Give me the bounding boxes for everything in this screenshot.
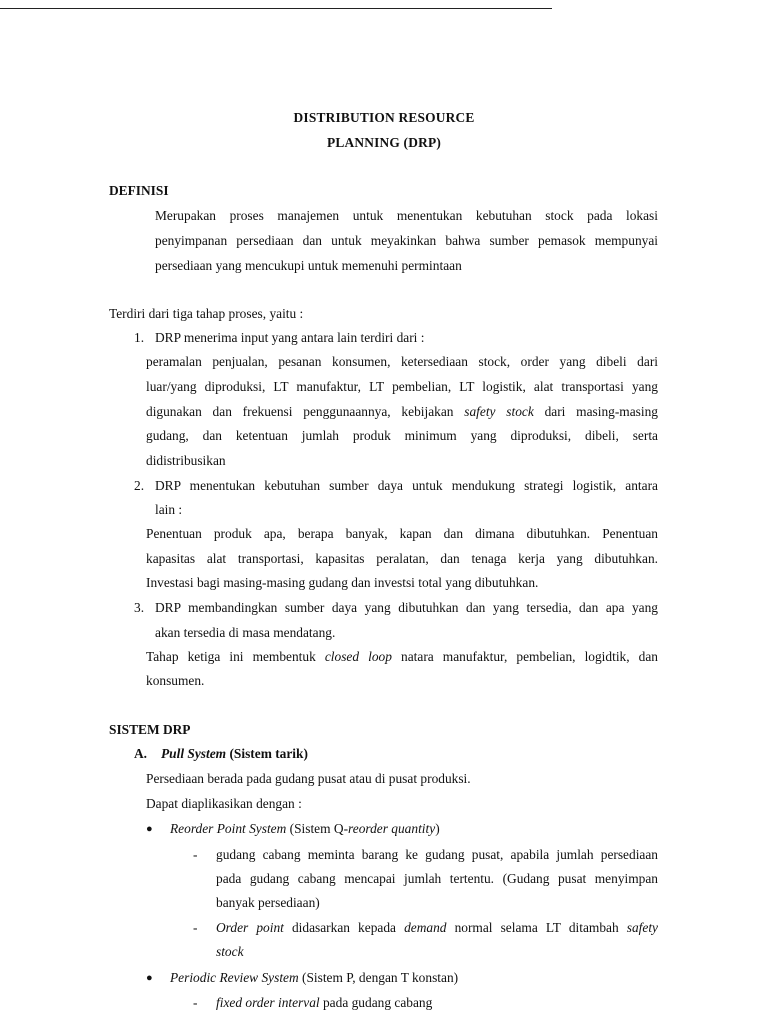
step-1-line-1: peramalan penjualan, pesanan konsumen, ketersediaan stock, order yang dibeli dari <box>146 354 658 369</box>
step-2-line-3: Investasi bagi masing-masing gudang dan investsi total yang dibutuhkan. <box>146 575 539 590</box>
step-1-line-4: gudang, dan ketentuan jumlah produk minimum yang diproduksi, dibeli, serta <box>146 428 658 443</box>
bullet-icon: ● <box>146 823 153 835</box>
dash-3-line-1: fixed order interval pada gudang cabang <box>216 995 433 1010</box>
bullet-periodic-review-system: Periodic Review System (Sistem P, dengan T konstan) <box>170 970 459 985</box>
step-3-heading-1: DRP membandingkan sumber daya yang dibutuhkan dan yang tersedia, dan apa yang <box>155 600 658 615</box>
step-1-line-3: digunakan dan frekuensi penggunaannya, kebijakan safety stock dari masing-masing <box>146 404 658 419</box>
dash-icon: - <box>193 847 198 862</box>
step-2-number: 2. <box>134 478 145 493</box>
section-a-line-1: Persediaan berada pada gudang pusat atau di pusat produksi. <box>146 771 471 786</box>
step-3-line-1: Tahap ketiga ini membentuk closed loop natara manufaktur, pembelian, logidtik, dan <box>146 649 658 664</box>
dash-1-line-3: banyak persediaan) <box>216 895 320 910</box>
bullet-icon: ● <box>146 972 153 984</box>
section-a-line-2: Dapat diaplikasikan dengan : <box>146 796 302 811</box>
title-line-2: PLANNING (DRP) <box>326 135 441 150</box>
definisi-line-2: penyimpanan persediaan dan untuk meyakinkan bahwa sumber pemasok mempunyai <box>155 233 658 248</box>
step-2-heading-1: DRP menentukan kebutuhan sumber daya untuk mendukung strategi logistik, antara <box>155 478 658 493</box>
dash-icon: - <box>193 995 198 1010</box>
top-rule <box>0 8 552 9</box>
section-a-title: Pull System (Sistem tarik) <box>161 746 308 761</box>
heading-sistem-drp: SISTEM DRP <box>109 722 191 737</box>
dash-1-line-1: gudang cabang meminta barang ke gudang pusat, apabila jumlah persediaan <box>216 847 658 862</box>
step-1-line-2: luar/yang diproduksi, LT manufaktur, LT pembelian, LT logistik, alat transportasi yang <box>146 379 658 394</box>
heading-definisi: DEFINISI <box>109 183 169 198</box>
step-2-heading-2: lain : <box>155 502 183 517</box>
dash-2-line-2: stock <box>216 944 244 959</box>
section-a-label: A. <box>134 746 148 761</box>
definisi-line-3: persediaan yang mencukupi untuk memenuhi permintaan <box>155 258 462 273</box>
bullet-reorder-point-system: Reorder Point System (Sistem Q-reorder quantity) <box>170 821 440 836</box>
step-3-line-2: konsumen. <box>146 673 205 688</box>
definisi-line-1: Merupakan proses manajemen untuk menentukan kebutuhan stock pada lokasi <box>155 208 658 223</box>
step-2-line-2: kapasitas alat transportasi, kapasitas peralatan, dan tenaga kerja yang dibutuhkan. <box>146 551 658 566</box>
step-3-heading-2: akan tersedia di masa mendatang. <box>155 625 336 640</box>
dash-1-line-2: pada gudang cabang mencapai jumlah tertentu. (Gudang pusat menyimpan <box>216 871 658 886</box>
step-3-number: 3. <box>134 600 145 615</box>
intro-text: Terdiri dari tiga tahap proses, yaitu : <box>109 306 304 321</box>
title-line-1: DISTRIBUTION RESOURCE <box>293 110 475 125</box>
step-1-number: 1. <box>134 330 145 345</box>
step-1-line-5: didistribusikan <box>146 453 226 468</box>
dash-2-line-1: Order point didasarkan kepada demand normal selama LT ditambah safety <box>216 920 658 935</box>
dash-icon: - <box>193 920 198 935</box>
step-2-line-1: Penentuan produk apa, berapa banyak, kapan dan dimana dibutuhkan. Penentuan <box>146 526 658 541</box>
step-1-heading: DRP menerima input yang antara lain terdiri dari : <box>155 330 425 345</box>
